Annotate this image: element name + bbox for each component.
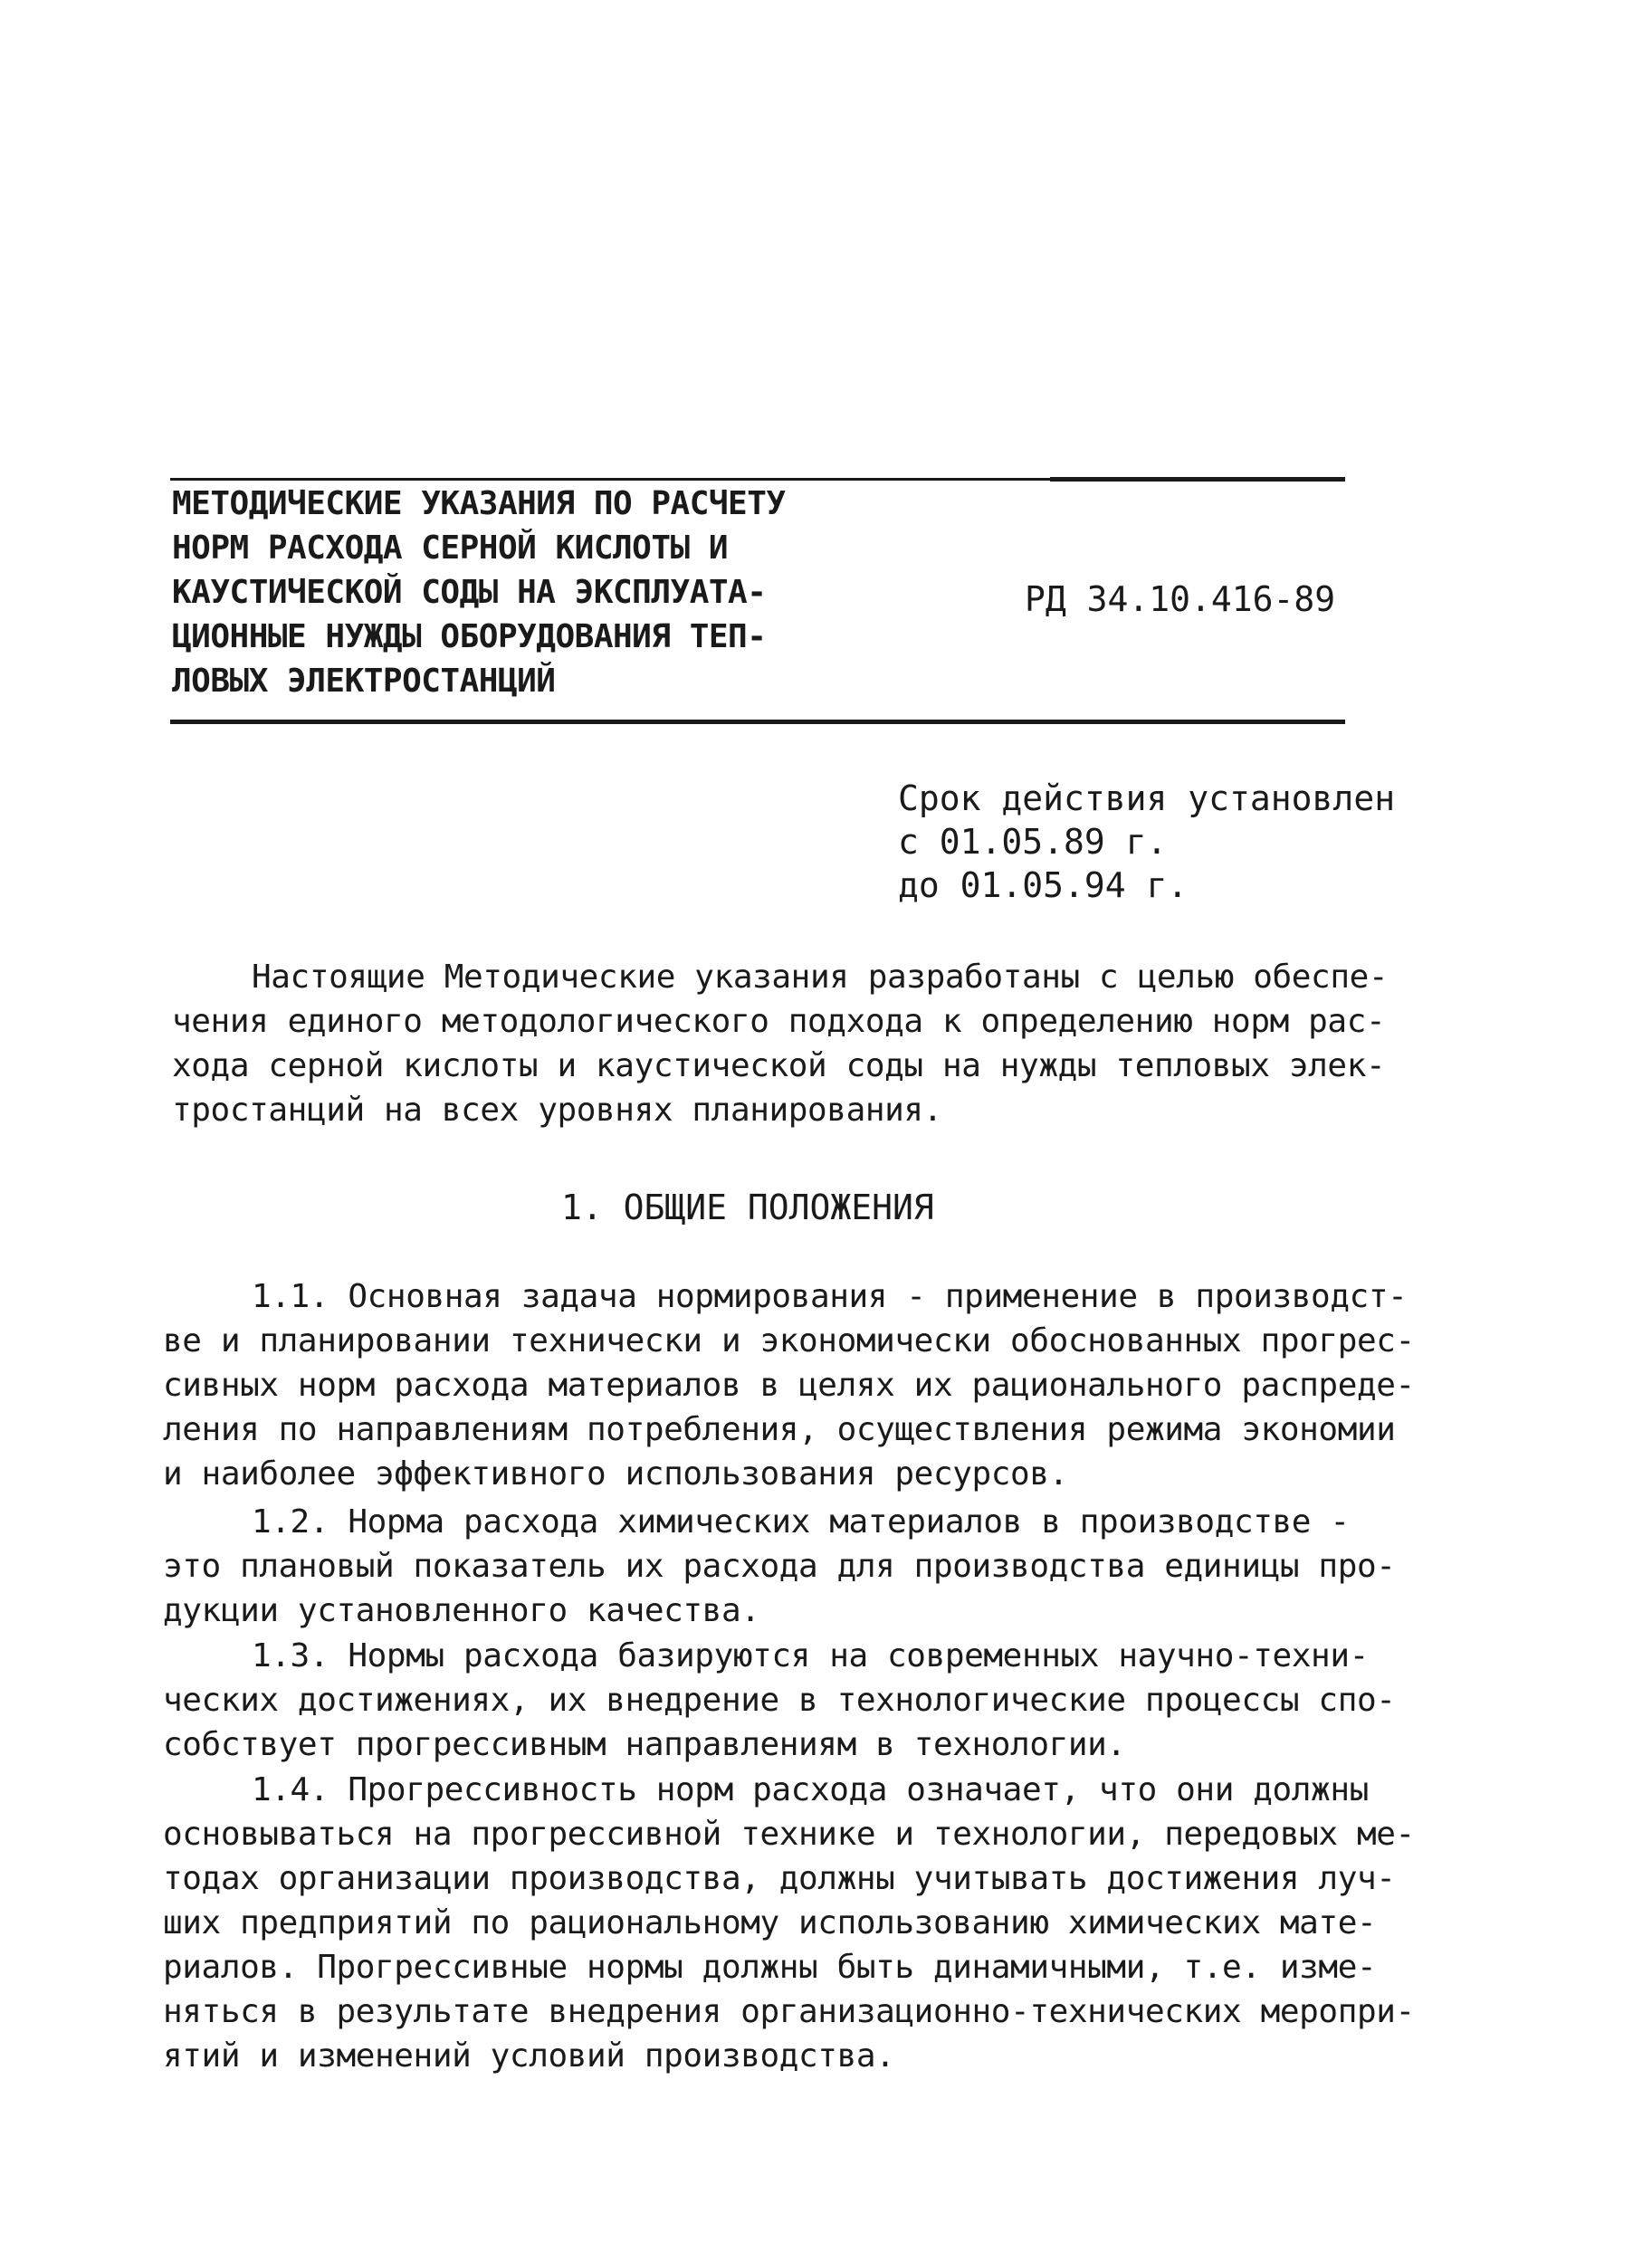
paragraph-1-4 xyxy=(163,1768,1415,2078)
text-line: 1.2. Норма расхода химических материалов в производстве - xyxy=(252,1503,1350,1541)
intro-paragraph xyxy=(172,955,1388,1132)
validity-line: с 01.05.89 г. xyxy=(898,822,1168,862)
section-heading: 1. ОБЩИЕ ПОЛОЖЕНИЯ xyxy=(561,1188,934,1227)
validity-period xyxy=(898,777,1395,907)
header-top-rule-left xyxy=(170,478,1075,481)
document-title xyxy=(172,482,824,703)
text-line: это плановый показатель их расхода для производства единицы про- xyxy=(163,1548,1396,1585)
document-code: РД 34.10.416-89 xyxy=(1025,579,1336,619)
text-line: Настоящие Методические указания разработаны с целью обеспе- xyxy=(252,959,1389,996)
title-line: ЦИОННЫЕ НУЖДЫ ОБОРУДОВАНИЯ ТЕП- xyxy=(172,618,767,655)
text-line: дукции установленного качества. xyxy=(163,1592,760,1629)
text-line: ятий и изменений условий производства. xyxy=(163,2037,895,2075)
title-line: НОРМ РАСХОДА СЕРНОЙ КИСЛОТЫ И xyxy=(172,529,729,567)
header-top-rule-right xyxy=(1050,477,1345,482)
text-line: чения единого методологического подхода к определению норм рас- xyxy=(172,1003,1386,1040)
text-line: ления по направлениям потребления, осуществления режима экономии xyxy=(163,1411,1396,1448)
text-line: и наиболее эффективного использования ресурсов. xyxy=(163,1455,1068,1493)
text-line: сивных норм расхода материалов в целях их рационального распреде- xyxy=(163,1367,1415,1404)
text-line: 1.4. Прогрессивность норм расхода означает, что они должны xyxy=(252,1771,1369,1808)
text-line: 1.1. Основная задача нормирования - применение в производст- xyxy=(252,1278,1408,1315)
text-line: ших предприятий по рациональному использованию химических мате- xyxy=(163,1904,1377,1941)
paragraph-1-3 xyxy=(163,1634,1396,1767)
title-line: КАУСТИЧЕСКОЙ СОДЫ НА ЭКСПЛУАТА- xyxy=(172,574,767,611)
title-line: МЕТОДИЧЕСКИЕ УКАЗАНИЯ ПО РАСЧЕТУ xyxy=(172,485,786,522)
paragraph-1-1 xyxy=(163,1274,1415,1496)
text-line: няться в результате внедрения организационно-технических меропри- xyxy=(163,1993,1415,2030)
text-line: тростанций на всех уровнях планирования. xyxy=(172,1092,942,1129)
text-line: основываться на прогрессивной технике и технологии, передовых ме- xyxy=(163,1816,1415,1853)
text-line: ческих достижениях, их внедрение в технологические процессы спо- xyxy=(163,1682,1396,1719)
text-line: ве и планировании технически и экономически обоснованных прогрес- xyxy=(163,1322,1415,1359)
paragraph-1-2 xyxy=(163,1500,1396,1633)
validity-line: Срок действия установлен xyxy=(898,778,1396,818)
header-bottom-rule xyxy=(170,720,1345,724)
text-line: риалов. Прогрессивные нормы должны быть динамичными, т.е. изме- xyxy=(163,1949,1377,1986)
text-line: хода серной кислоты и каустической соды на нужды тепловых элек- xyxy=(172,1047,1386,1084)
title-line: ЛОВЫХ ЭЛЕКТРОСТАНЦИЙ xyxy=(172,663,556,700)
validity-line: до 01.05.94 г. xyxy=(898,865,1189,905)
text-line: собствует прогрессивным направлениям в технологии. xyxy=(163,1726,1126,1763)
text-line: тодах организации производства, должны учитывать достижения луч- xyxy=(163,1860,1396,1897)
text-line: 1.3. Нормы расхода базируются на современных научно-техни- xyxy=(252,1637,1369,1674)
